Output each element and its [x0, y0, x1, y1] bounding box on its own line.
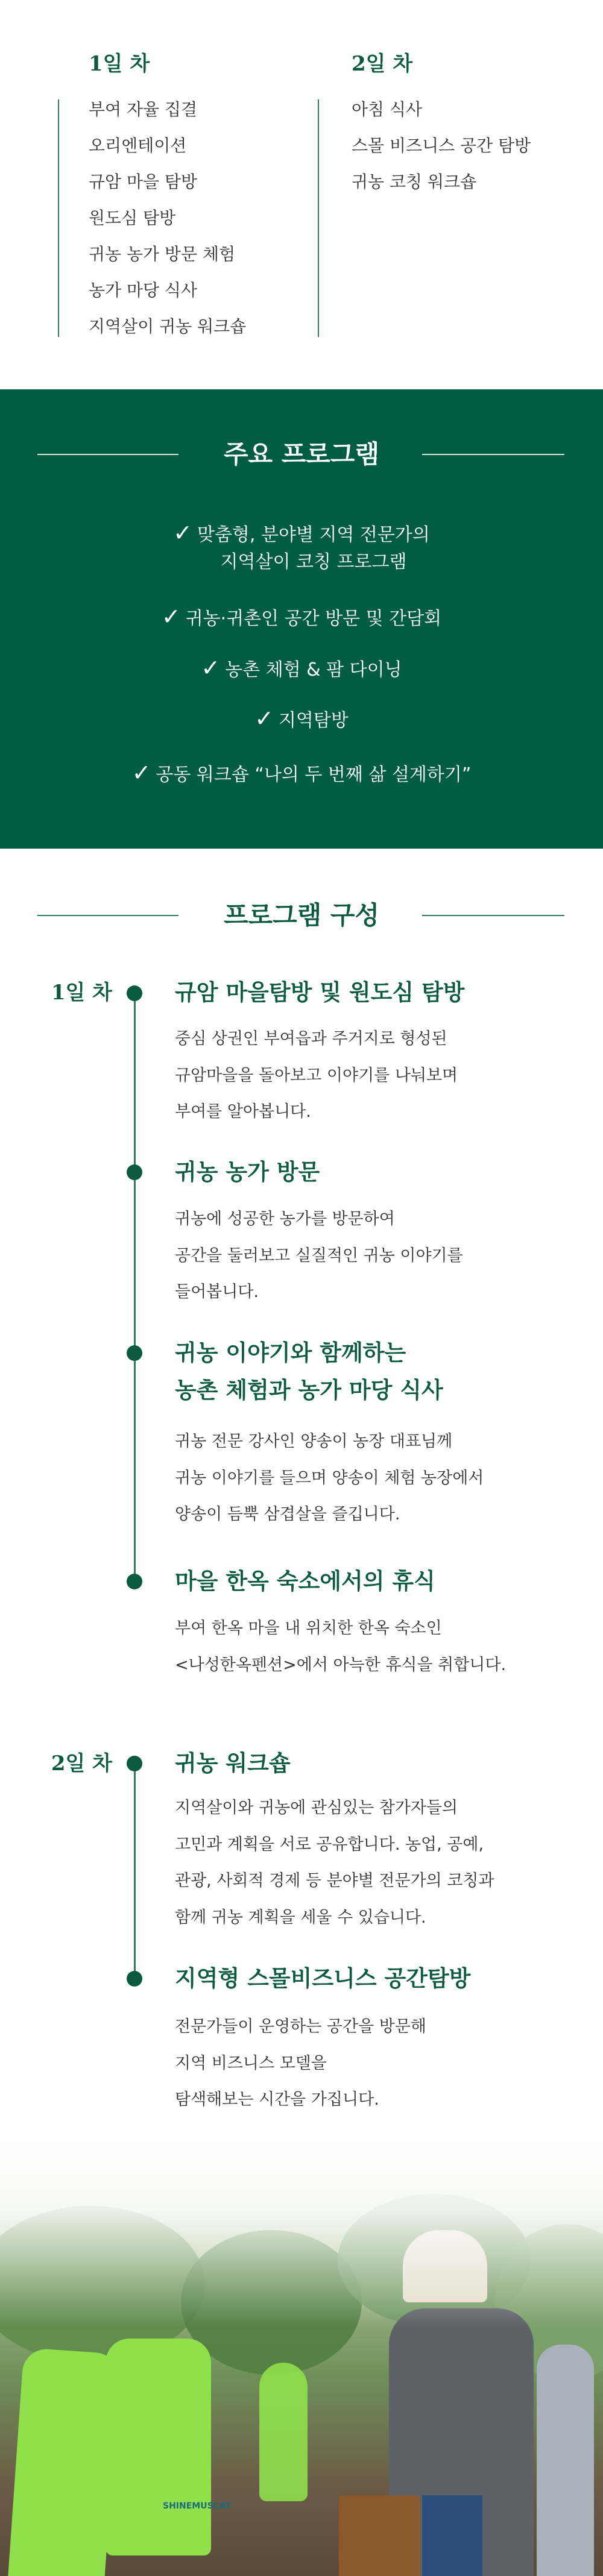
schedule-item: 귀농 코칭 워크숍: [352, 172, 477, 192]
program-item: ✓ 맞춤형, 분야별 지역 전문가의: [173, 520, 430, 546]
person-apron: [422, 2495, 482, 2576]
wicker-basket: [339, 2495, 420, 2576]
timeline-dot: [127, 1971, 142, 1987]
program-item: ✓ 지역탐방: [254, 705, 349, 732]
person-figure-background: [537, 2345, 594, 2576]
day1-title: 1일 차: [89, 52, 150, 76]
schedule-item: 아침 식사: [352, 99, 423, 119]
timeline-day-label: 1일 차: [51, 981, 112, 1005]
entry-body: 귀농에 성공한 농가를 방문하여 공간을 둘러보고 실질적인 귀농 이야기를 들어봅니다.: [175, 1210, 463, 1301]
program-item: ✓ 공동 워크숍 “나의 두 번째 삶 설계하기”: [131, 759, 472, 786]
timeline-day-label: 2일 차: [51, 1751, 112, 1776]
schedule-item: 원도심 탐방: [89, 208, 176, 228]
vineyard-photo: [0, 2134, 603, 2576]
check-icon: ✓: [161, 603, 181, 630]
timeline-dot: [127, 1574, 142, 1589]
check-icon: ✓: [254, 705, 274, 732]
entry-title: 마을 한옥 숙소에서의 휴식: [175, 1568, 435, 1594]
main-program-section: [0, 389, 603, 849]
schedule-item: 규암 마을 탐방: [89, 172, 198, 192]
check-icon: ✓: [131, 759, 151, 786]
program-item: ✓ 귀농·귀촌인 공간 방문 및 간담회: [161, 603, 442, 630]
entry-body: 전문가들이 운영하는 공간을 방문해 지역 비즈니스 모델을 탐색해보는 시간을 가집니다.: [175, 2017, 426, 2109]
grape-bag: [106, 2339, 232, 2556]
entry-title: 귀농 워크숍: [175, 1750, 291, 1776]
program-item-continued: 지역살이 코칭 프로그램: [220, 551, 407, 573]
entry-body: 지역살이와 귀농에 관심있는 참가자들의 고민과 계획을 서로 공유합니다. 농업, 공예, 관광, 사회적 경제 등 분야별 전문가의 코칭과 함께 귀농 계획을 세울 수 있습니다.: [175, 1798, 494, 1927]
day2-divider: [318, 99, 319, 337]
entry-title: 규암 마을탐방 및 원도심 탐방: [175, 979, 465, 1005]
entry-body: 부여 한옥 마을 내 위치한 한옥 숙소인 <나성한옥펜션>에서 아늑한 휴식을 취합니다.: [175, 1619, 507, 1674]
entry-body: 중심 상권인 부여읍과 주거지로 형성된 규암마을을 돌아보고 이야기를 나눠보며 부여를 알아봅니다.: [175, 1029, 458, 1121]
timeline-dot: [127, 1164, 142, 1180]
entry-title: 귀농 이야기와 함께하는 농촌 체험과 농가 마당 식사: [175, 1340, 443, 1403]
timeline-dot: [127, 1345, 142, 1361]
entry-title: 지역형 스몰비즈니스 공간탐방: [175, 1965, 471, 1991]
schedule-item: 농가 마당 식사: [89, 280, 198, 300]
day1-list: [89, 92, 246, 345]
entry-body: 귀농 전문 강사인 양송이 농장 대표님께 귀농 이야기를 들으며 양송이 체험 농장에서 양송이 듬뿍 삼겹살을 즐깁니다.: [175, 1432, 484, 1524]
timeline-line-day1: [134, 993, 136, 1582]
day2-title: 2일 차: [352, 52, 413, 76]
schedule-item: 지역살이 귀농 워크숍: [89, 316, 247, 336]
schedule-item: 부여 자율 집결: [89, 99, 198, 119]
check-icon: ✓: [201, 655, 221, 681]
schedule-item: 스몰 비즈니스 공간 탐방: [352, 136, 531, 156]
bag-label: SHINEMUSCAT: [163, 2501, 232, 2511]
composition-title: 프로그램 구성: [223, 900, 380, 930]
timeline-line-day2: [134, 1764, 136, 1979]
photo-fade-overlay: [0, 2134, 603, 2326]
timeline-dot: [127, 1756, 142, 1771]
day2-list: [352, 92, 531, 200]
grape-bag: [259, 2363, 308, 2501]
program-item: ✓ 농촌 체험 & 팜 다이닝: [201, 655, 402, 681]
schedule-item: 오리엔테이션: [89, 136, 187, 156]
check-icon: ✓: [173, 520, 192, 546]
main-program-title: 주요 프로그램: [223, 439, 380, 469]
schedule-item: 귀농 농가 방문 체험: [89, 244, 236, 264]
grape-bag: [7, 2348, 121, 2576]
timeline-dot: [127, 985, 142, 1001]
day1-divider: [58, 99, 59, 337]
entry-title: 귀농 농가 방문: [175, 1159, 320, 1185]
